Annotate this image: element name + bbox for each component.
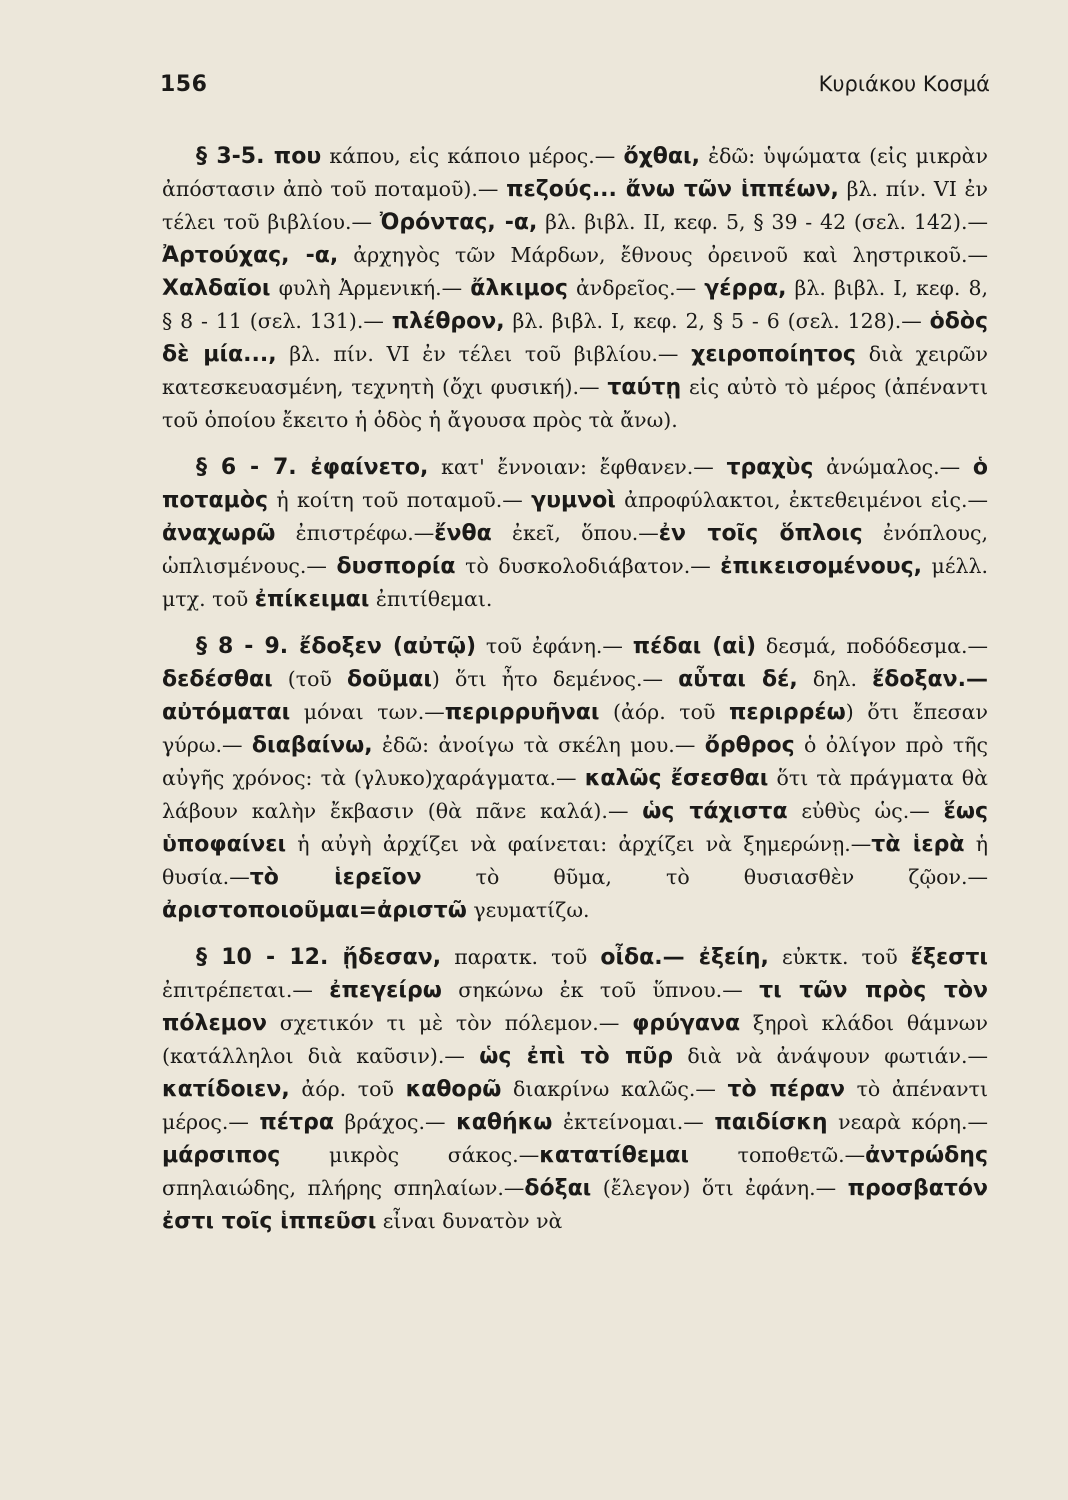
lemma-term: ἕως ὑποφαίνει	[162, 799, 988, 857]
gloss-text: τὸ θῦμα, τὸ θυσιασθὲν ζῷον.—	[421, 865, 988, 889]
gloss-text: φυλὴ Ἀρμενική.—	[270, 276, 471, 300]
gloss-text: κατ' ἔννοιαν: ἔφθανεν.—	[428, 455, 727, 479]
lemma-term: ὁδὸς δὲ μία...,	[162, 309, 988, 367]
lemma-term: Χαλδαῖοι	[162, 276, 271, 301]
lemma-term: ἐφαίνετο,	[310, 455, 429, 480]
lemma-term: ὄρθρος	[704, 733, 795, 758]
lemma-term: περιρρέω	[728, 700, 846, 725]
gloss-text: διακρίνω καλῶς.—	[501, 1077, 728, 1101]
gloss-text: ἐπιτρέπεται.—	[162, 978, 330, 1002]
lemma-term: ἔδοξαν.—αὐτόμαται	[162, 667, 988, 725]
gloss-text: διὰ νὰ ἀνάψουν φωτιάν.—	[673, 1044, 988, 1068]
gloss-text: ) ὅτι ἦτο δεμένος.—	[431, 667, 679, 691]
lemma-term: τι τῶν πρὸς τὸν πόλεμον	[162, 978, 988, 1036]
lemma-term: γέρρα,	[704, 276, 787, 301]
gloss-text: βλ. βιβλ. II, κεφ. 5, § 39 - 42 (σελ. 142).—	[537, 210, 988, 234]
gloss-text: εἶναι δυνατὸν νὰ	[376, 1209, 563, 1233]
gloss-text: μικρὸς σάκος.—	[280, 1143, 540, 1167]
gloss-text: τὸ ἀπέναντι μέρος.—	[162, 1077, 988, 1134]
gloss-text: δεσμά, ποδόδεσμα.—	[756, 634, 989, 658]
gloss-text: ) ὅτι ἔπεσαν γύρω.—	[162, 700, 988, 757]
lemma-term: τὰ ἱερὰ	[871, 832, 965, 857]
gloss-text: βράχος.—	[333, 1110, 457, 1134]
lemma-term: διαβαίνω,	[251, 733, 373, 758]
gloss-text: κάπου, εἰς κάποιο μέρος.—	[321, 144, 624, 168]
commentary-paragraph	[162, 140, 988, 437]
gloss-text: ἐνόπλους, ὡπλισμένους.—	[162, 521, 989, 578]
gloss-text: ὅτι τὰ πράγματα θὰ λάβουν καλὴν ἔκβασιν (θὰ πᾶνε καλά).—	[162, 766, 988, 823]
gloss-text: μέλλ. μτχ. τοῦ	[162, 554, 989, 611]
lemma-term: Ὀρόντας, -α,	[379, 210, 538, 235]
lemma-term: δόξαι	[524, 1176, 592, 1201]
lemma-term: ἐπεγείρω	[329, 978, 442, 1003]
gloss-text: βλ. πίν. VI ἐν τέλει τοῦ βιβλίου.—	[162, 177, 989, 234]
gloss-text: ἡ θυσία.—	[162, 832, 988, 889]
lemma-term: δυσπορία	[336, 554, 456, 579]
lemma-term: αὗται δέ,	[678, 667, 798, 692]
lemma-term: ἐπικεισομένους,	[720, 554, 922, 579]
lemma-term: πέτρα	[259, 1110, 334, 1135]
lemma-term: κατίδοιεν,	[162, 1077, 290, 1102]
lemma-term: δεδέσθαι	[162, 667, 273, 692]
lemma-term: ἀναχωρῶ	[162, 521, 276, 546]
gloss-text: ἐκεῖ, ὅπου.—	[491, 521, 659, 545]
commentary-body	[162, 140, 988, 1252]
commentary-paragraph	[162, 941, 988, 1238]
gloss-text: σπηλαιώδης, πλήρης σπηλαίων.—	[162, 1176, 525, 1200]
gloss-text: εἰς αὐτὸ τὸ μέρος (ἀπέναντι τοῦ ὁποίου ἔκειτο ἡ ὁδὸς ἡ ἄγουσα πρὸς τὰ ἄνω).	[162, 375, 988, 432]
gloss-text: ξηροὶ κλάδοι θάμνων (κατάλληλοι διὰ καῦσιν).—	[162, 1011, 988, 1068]
section-reference: § 8 - 9.	[196, 634, 300, 659]
gloss-text: σηκώνω ἐκ τοῦ ὕπνου.—	[441, 978, 760, 1002]
gloss-text: ἡ κοίτη τοῦ ποταμοῦ.—	[268, 488, 532, 512]
lemma-term: οἶδα.— ἐξείη,	[600, 945, 769, 970]
gloss-text: δηλ.	[797, 667, 873, 691]
section-reference: § 10 - 12.	[196, 945, 343, 970]
gloss-text: ἀρχηγὸς τῶν Μάρδων, ἔθνους ὀρεινοῦ καὶ ληστρικοῦ.—	[338, 243, 988, 267]
lemma-term: ἔδοξεν (αὐτῷ)	[299, 634, 477, 659]
gloss-text: (ἀόρ. τοῦ	[599, 700, 729, 724]
lemma-term: πεζούς... ἄνω τῶν ἱππέων,	[506, 177, 839, 202]
lemma-term: ἐπίκειμαι	[254, 587, 370, 612]
commentary-paragraph	[162, 630, 988, 927]
page-number: 156	[160, 72, 208, 97]
lemma-term: τὸ πέραν	[727, 1077, 845, 1102]
lemma-term: φρύγανα	[632, 1011, 741, 1036]
gloss-text: βλ. βιβλ. I, κεφ. 2, § 5 - 6 (σελ. 128).—	[504, 309, 930, 333]
gloss-text: τὸ δυσκολοδιάβατον.—	[455, 554, 721, 578]
gloss-text: ἀνώμαλος.—	[813, 455, 973, 479]
lemma-term: δοῦμαι	[346, 667, 432, 692]
gloss-text: (ἔλεγον) ὅτι ἐφάνη.—	[591, 1176, 848, 1200]
section-reference: § 3-5.	[196, 144, 274, 169]
lemma-term: καθορῶ	[405, 1077, 502, 1102]
gloss-text: ἀπροφύλακτοι, ἐκτεθειμένοι εἰς.—	[615, 488, 988, 512]
lemma-term: ὄχθαι,	[623, 144, 700, 169]
lemma-term: προσβατόν ἐστι τοῖς ἱππεῦσι	[162, 1176, 988, 1234]
lemma-term: που	[273, 144, 322, 169]
lemma-term: ταύτῃ	[607, 375, 682, 400]
gloss-text: ἐκτείνομαι.—	[552, 1110, 715, 1134]
running-head: Κυριάκου Κοσμά	[818, 72, 990, 96]
lemma-term: μάρσιπος	[162, 1143, 281, 1168]
gloss-text: σχετικόν τι μὲ τὸν πόλεμον.—	[266, 1011, 633, 1035]
gloss-text: ἀόρ. τοῦ	[289, 1077, 406, 1101]
page-header	[160, 72, 990, 112]
gloss-text: ἐπιτίθεμαι.	[369, 587, 493, 611]
lemma-term: ἄλκιμος	[470, 276, 568, 301]
section-reference: § 6 - 7.	[196, 455, 311, 480]
lemma-term: ἀριστοποιοῦμαι=ἀριστῶ	[162, 898, 467, 923]
gloss-text: μόναι των.—	[290, 700, 445, 724]
lemma-term: παιδίσκη	[714, 1110, 828, 1135]
gloss-text: εὐκτκ. τοῦ	[768, 945, 911, 969]
gloss-text: βλ. βιβλ. I, κεφ. 8, § 8 - 11 (σελ. 131).—	[162, 276, 989, 333]
lemma-term: χειροποίητος	[691, 342, 856, 367]
gloss-text: διὰ χειρῶν κατεσκευασμένη, τεχνητὴ (ὄχι φυσική).—	[162, 342, 988, 399]
lemma-term: Ἀρτούχας, -α,	[162, 243, 339, 268]
lemma-term: ὡς ἐπὶ τὸ πῦρ	[479, 1044, 674, 1069]
gloss-text: ἡ αὐγὴ ἀρχίζει νὰ φαίνεται: ἀρχίζει νὰ ξημερώνῃ.—	[286, 832, 872, 856]
lemma-term: τὸ ἱερεῖον	[249, 865, 422, 890]
gloss-text: ἐπιστρέφω.—	[275, 521, 435, 545]
gloss-text: γευματίζω.	[466, 898, 590, 922]
lemma-term: ὁ ποταμὸς	[162, 455, 988, 513]
lemma-term: περιρρυῆναι	[444, 700, 600, 725]
lemma-term: ᾔδεσαν,	[342, 945, 442, 970]
gloss-text: βλ. πίν. VI ἐν τέλει τοῦ βιβλίου.—	[276, 342, 692, 366]
lemma-term: κατατίθεμαι	[539, 1143, 689, 1168]
lemma-term: πλέθρον,	[391, 309, 505, 334]
gloss-text: νεαρὰ κόρη.—	[827, 1110, 989, 1134]
lemma-term: ἔξεστι	[910, 945, 989, 970]
lemma-term: γυμνοὶ	[531, 488, 616, 513]
lemma-term: τραχὺς	[726, 455, 814, 480]
gloss-text: ἐδῶ: ὑψώματα (εἰς μικρὰν ἀπόστασιν ἀπὸ τοῦ ποταμοῦ).—	[162, 144, 988, 201]
lemma-term: καθήκω	[456, 1110, 553, 1135]
lemma-term: ἀντρώδης	[865, 1143, 988, 1168]
lemma-term: καλῶς ἔσεσθαι	[584, 766, 769, 791]
gloss-text: ἀνδρεῖος.—	[567, 276, 705, 300]
lemma-term: ἐν τοῖς ὅπλοις	[658, 521, 863, 546]
gloss-text: (τοῦ	[272, 667, 347, 691]
gloss-text: ἐδῶ: ἀνοίγω τὰ σκέλη μου.—	[372, 733, 705, 757]
gloss-text: τοῦ ἐφάνη.—	[476, 634, 633, 658]
commentary-paragraph	[162, 451, 988, 616]
lemma-term: πέδαι (αἱ)	[632, 634, 757, 659]
gloss-text: παρατκ. τοῦ	[441, 945, 601, 969]
gloss-text: τοποθετῶ.—	[688, 1143, 866, 1167]
gloss-text: ὁ ὀλίγον πρὸ τῆς αὐγῆς χρόνος: τὰ (γλυκο)χαράγματα.—	[162, 733, 989, 790]
lemma-term: ὡς τάχιστα	[642, 799, 788, 824]
lemma-term: ἔνθα	[434, 521, 492, 546]
gloss-text: εὐθὺς ὡς.—	[787, 799, 944, 823]
